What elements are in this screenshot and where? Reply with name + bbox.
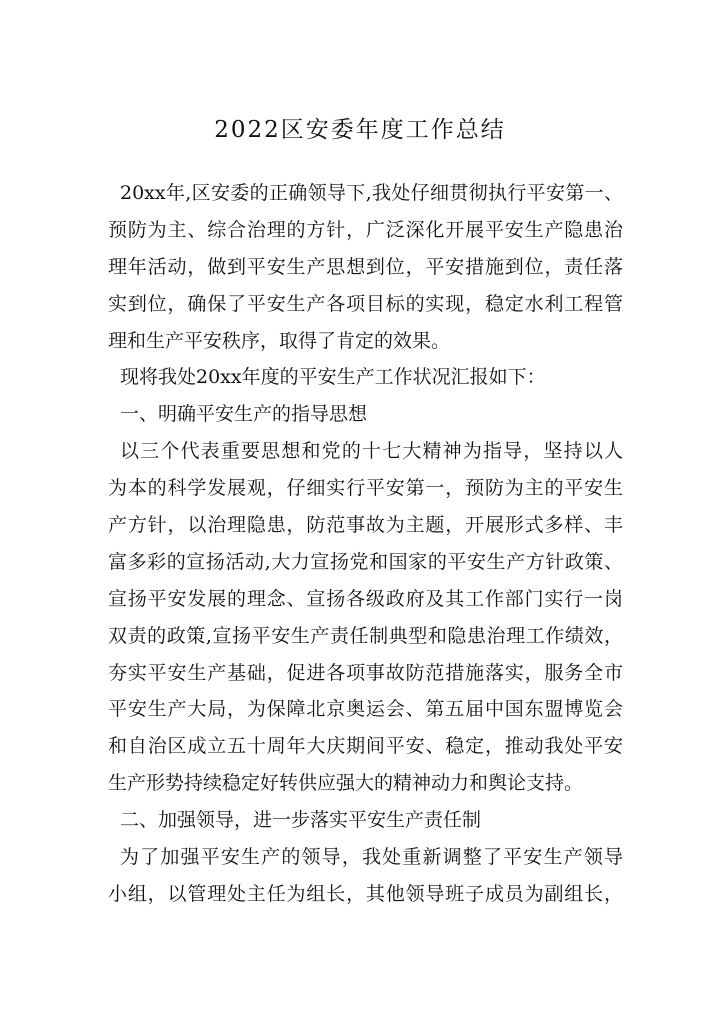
text-line: 生产形势持续稳定好转供应强大的精神动力和舆论支持。 bbox=[108, 772, 584, 795]
text-line: 预防为主、综合治理的方针，广泛深化开展平安生产隐患治 bbox=[108, 218, 623, 241]
text-line: 二、加强领导，进一步落实平安生产责任制 bbox=[120, 809, 482, 832]
text-line: 富多彩的宣扬活动,大力宣扬党和国家的平安生产方针政策、 bbox=[108, 550, 623, 573]
text-line: 平安生产大局，为保障北京奥运会、第五届中国东盟博览会 bbox=[108, 698, 623, 721]
text-line: 理和生产平安秩序，取得了肯定的效果。 bbox=[108, 329, 451, 352]
text-line: 夯实平安生产基础，促进各项事故防范措施落实，服务全市 bbox=[108, 661, 623, 684]
text-line: 为本的科学发展观，仔细实行平安第一，预防为主的平安生 bbox=[108, 477, 623, 500]
document-body bbox=[108, 175, 623, 913]
text-line: 产方针，以治理隐患，防范事故为主题，开展形式多样、丰 bbox=[108, 514, 623, 537]
text-line: 为了加强平安生产的领导，我处重新调整了平安生产领导 bbox=[120, 846, 623, 869]
text-line: 20xx年,区安委的正确领导下,我处仔细贯彻执行平安第一、 bbox=[120, 182, 623, 204]
text-line: 一、明确平安生产的指导思想 bbox=[120, 403, 368, 426]
text-line: 和自治区成立五十周年大庆期间平安、稳定，推动我处平安 bbox=[108, 735, 623, 758]
text-line: 实到位，确保了平安生产各项目标的实现，稳定水利工程管 bbox=[108, 292, 623, 315]
text-line: 宣扬平安发展的理念、宣扬各级政府及其工作部门实行一岗 bbox=[108, 587, 623, 610]
page-title: 2022区安委年度工作总结 bbox=[214, 117, 506, 143]
text-line: 现将我处20xx年度的平安生产工作状况汇报如下： bbox=[120, 366, 546, 389]
text-line: 小组，以管理处主任为组长，其他领导班子成员为副组长， bbox=[108, 882, 623, 905]
text-line: 理年活动，做到平安生产思想到位，平安措施到位，责任落 bbox=[108, 255, 623, 278]
text-line: 以三个代表重要思想和党的十七大精神为指导，坚持以人 bbox=[120, 440, 623, 463]
text-line: 双责的政策,宣扬平安生产责任制典型和隐患治理工作绩效， bbox=[108, 624, 623, 647]
